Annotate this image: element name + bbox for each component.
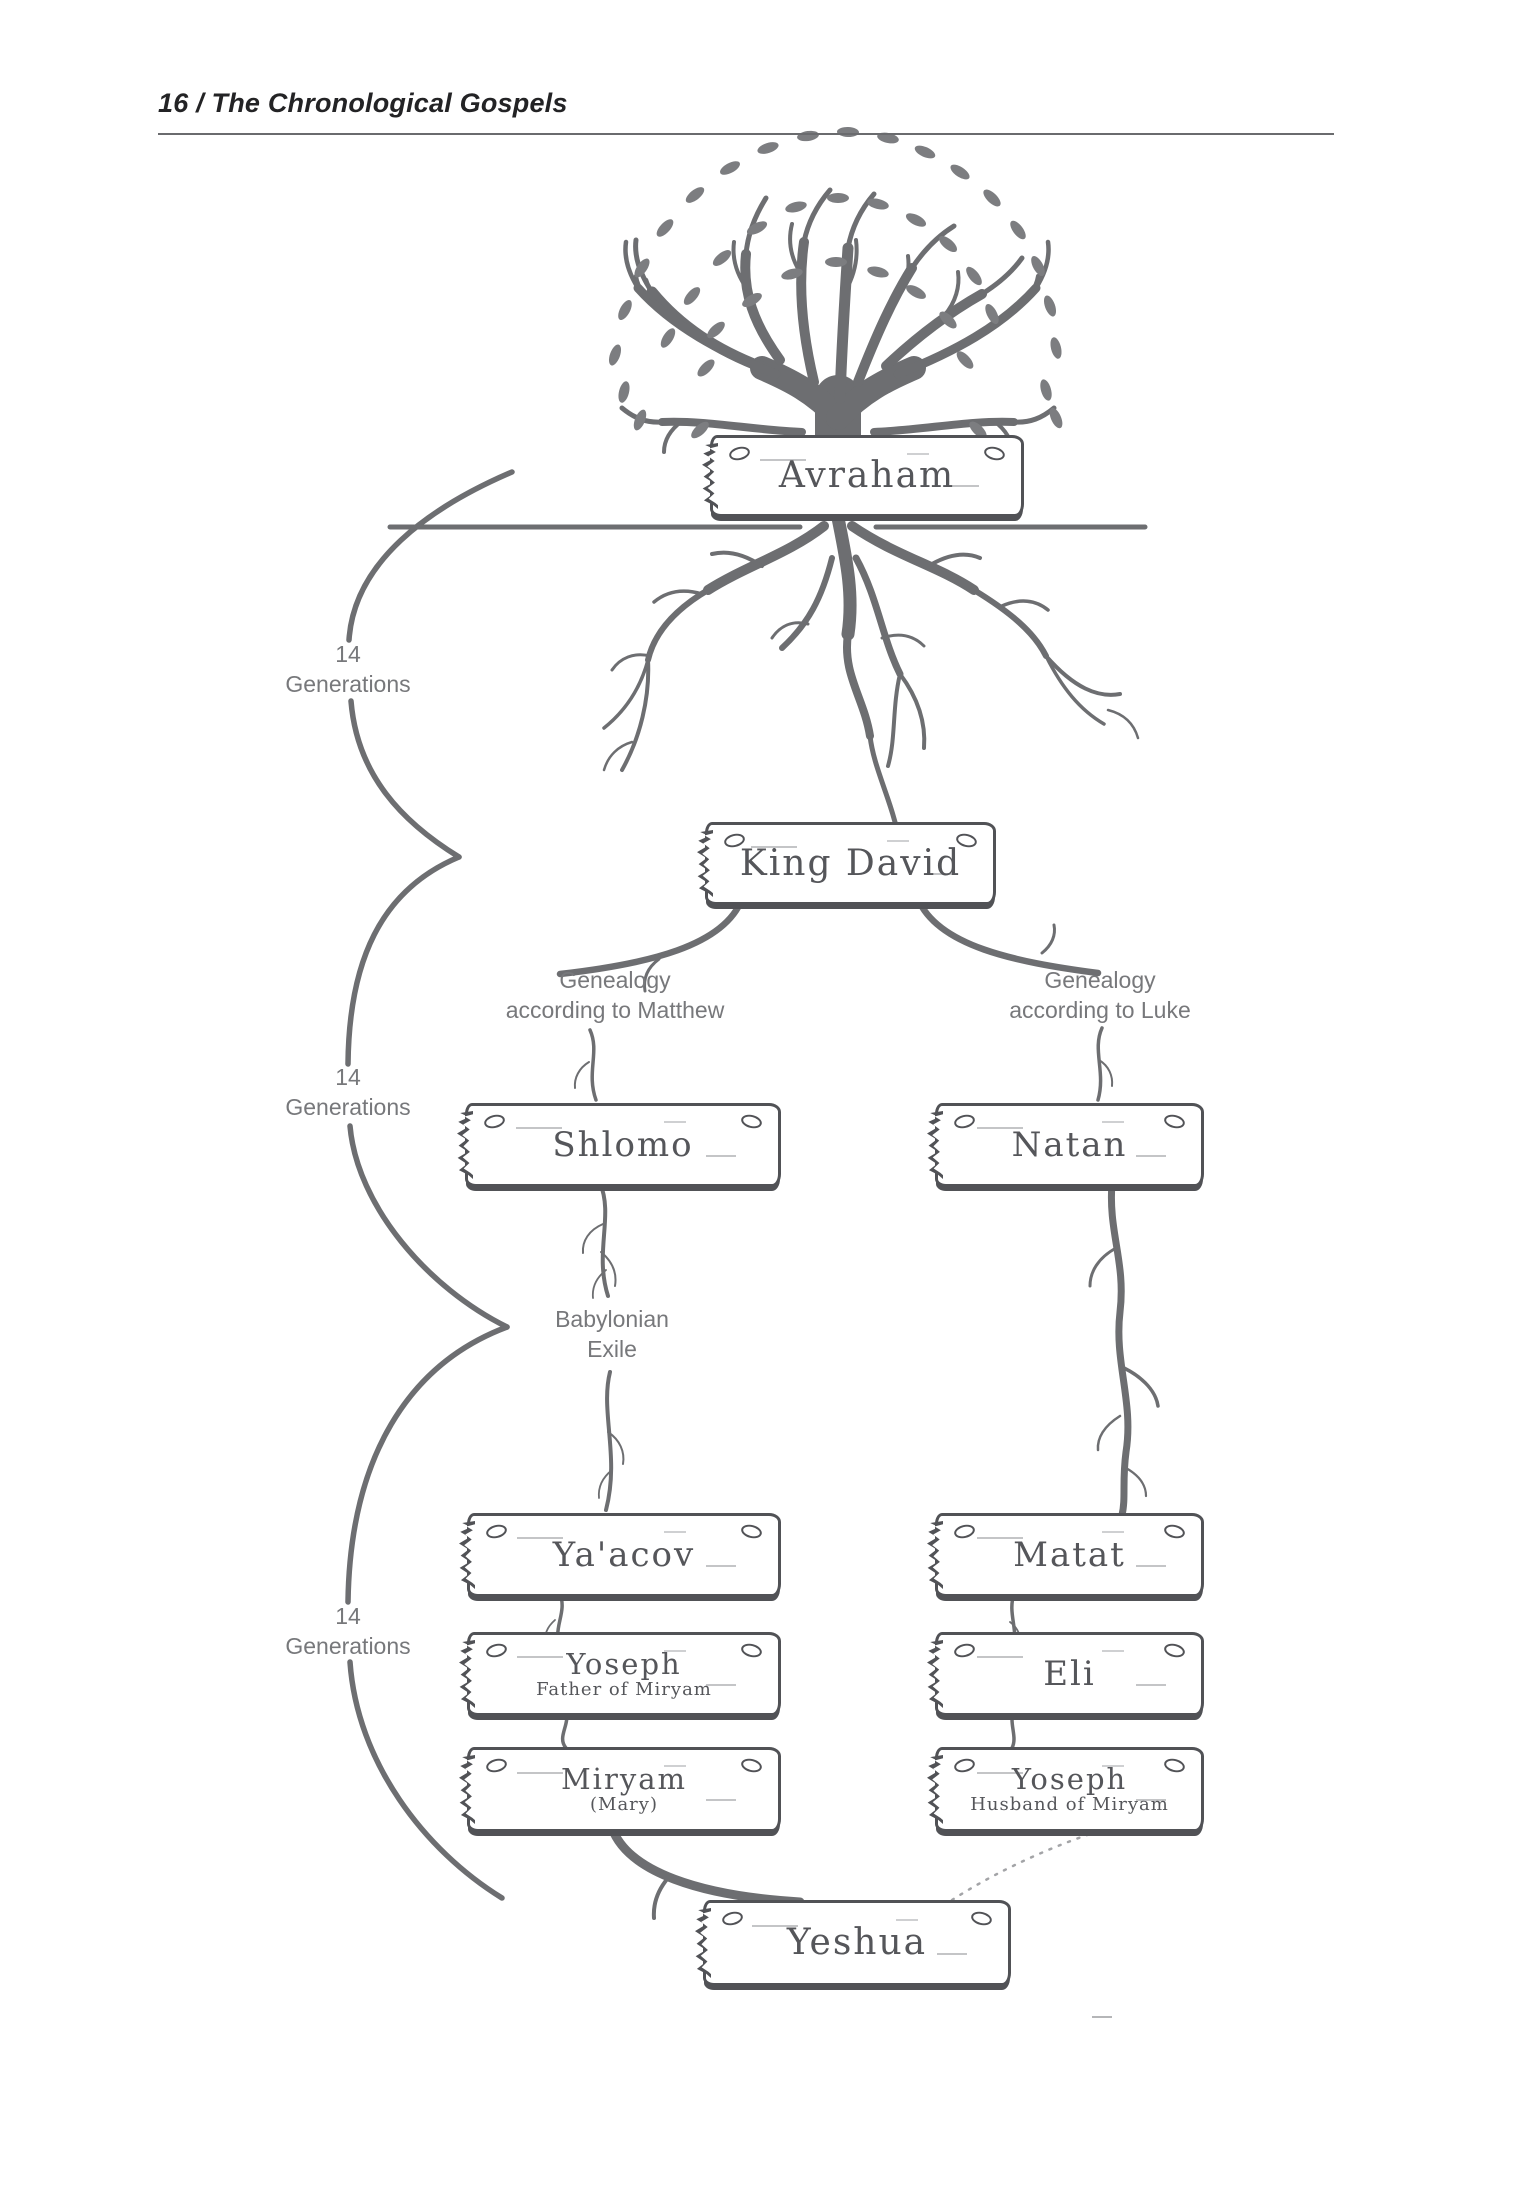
plaque-miryam	[467, 1747, 781, 1832]
nail-icon	[1163, 1523, 1187, 1541]
nail-icon	[728, 445, 752, 463]
generations-3-count: 14	[335, 1603, 361, 1629]
matthew-heading-line2: according to Matthew	[505, 996, 725, 1023]
plaque-eli	[935, 1632, 1204, 1716]
nail-icon	[953, 1113, 977, 1131]
plaque-yeshua-name: Yeshua	[786, 1922, 928, 1963]
nail-icon	[1163, 1642, 1187, 1660]
plaque-yaacov	[467, 1513, 781, 1597]
plaque-yoseph-matthew-subtitle: Father of Miryam	[536, 1678, 712, 1700]
generations-label-3	[238, 1602, 458, 1662]
plaque-avraham	[710, 435, 1024, 517]
nail-icon	[485, 1642, 509, 1660]
generations-label-1	[238, 640, 458, 700]
nail-icon	[740, 1523, 764, 1541]
nail-icon	[953, 1757, 977, 1775]
bracket-1-lower	[351, 701, 459, 857]
plaque-natan-name: Natan	[1011, 1125, 1128, 1165]
generations-2-count: 14	[335, 1064, 361, 1090]
nail-icon	[485, 1523, 509, 1541]
nail-icon	[721, 1910, 745, 1928]
nail-icon	[483, 1113, 507, 1131]
nail-icon	[970, 1910, 994, 1928]
nail-icon	[740, 1757, 764, 1775]
plaque-eli-name: Eli	[1043, 1654, 1096, 1694]
plaque-matat-name: Matat	[1013, 1535, 1126, 1575]
nail-icon	[485, 1757, 509, 1775]
plaque-yoseph-matthew-name: Yoseph	[566, 1646, 682, 1681]
luke-genealogy-heading	[949, 966, 1251, 1026]
nail-icon	[740, 1113, 764, 1131]
nail-icon	[953, 1642, 977, 1660]
luke-heading-line1: Genealogy	[1044, 967, 1156, 993]
nail-icon	[953, 1523, 977, 1541]
plaque-matat	[935, 1513, 1204, 1597]
generations-label-2	[238, 1063, 458, 1123]
plaque-miryam-name: Miryam	[560, 1762, 687, 1796]
nail-icon	[983, 445, 1007, 463]
plaque-yoseph-luke-name: Yoseph	[1011, 1762, 1128, 1796]
plaque-yaacov-name: Ya'acov	[552, 1535, 696, 1575]
generations-2-word: Generations	[285, 1093, 411, 1120]
matthew-genealogy-heading	[459, 966, 771, 1026]
nail-icon	[1163, 1113, 1187, 1131]
luke-heading-line2: according to Luke	[1009, 996, 1191, 1023]
plaque-yoseph-luke	[935, 1747, 1204, 1832]
bracket-2-upper	[348, 857, 459, 1064]
babylonian-exile-line2: Exile	[587, 1335, 637, 1362]
generations-1-word: Generations	[285, 670, 411, 697]
plaque-king-david-name: King David	[739, 842, 962, 884]
babylonian-exile-label	[512, 1305, 712, 1365]
header-rule	[158, 133, 1334, 135]
plaque-yeshua	[703, 1900, 1011, 1986]
matthew-heading-line1: Genealogy	[559, 967, 671, 993]
plaque-shlomo-name: Shlomo	[552, 1125, 694, 1165]
tree-roots	[604, 518, 1138, 844]
plaque-king-david	[705, 822, 996, 905]
plaque-shlomo	[465, 1103, 781, 1187]
nail-icon	[740, 1642, 764, 1660]
babylonian-exile-line1: Babylonian	[555, 1306, 669, 1332]
tree-crown-branches	[622, 190, 1054, 470]
generations-3-word: Generations	[285, 1632, 411, 1659]
plaque-natan	[935, 1103, 1204, 1187]
generations-1-count: 14	[335, 641, 361, 667]
page-header-title: 16 / The Chronological Gospels	[158, 88, 568, 118]
plaque-avraham-name: Avraham	[778, 455, 956, 496]
dotted-legal-descent-line	[952, 1830, 1102, 1900]
plaque-yoseph-matthew	[467, 1632, 781, 1716]
nail-icon	[1163, 1757, 1187, 1775]
plaque-miryam-subtitle: (Mary)	[590, 1794, 658, 1815]
bracket-1-upper	[349, 472, 512, 640]
plaque-yoseph-luke-subtitle: Husband of Miryam	[970, 1794, 1169, 1815]
